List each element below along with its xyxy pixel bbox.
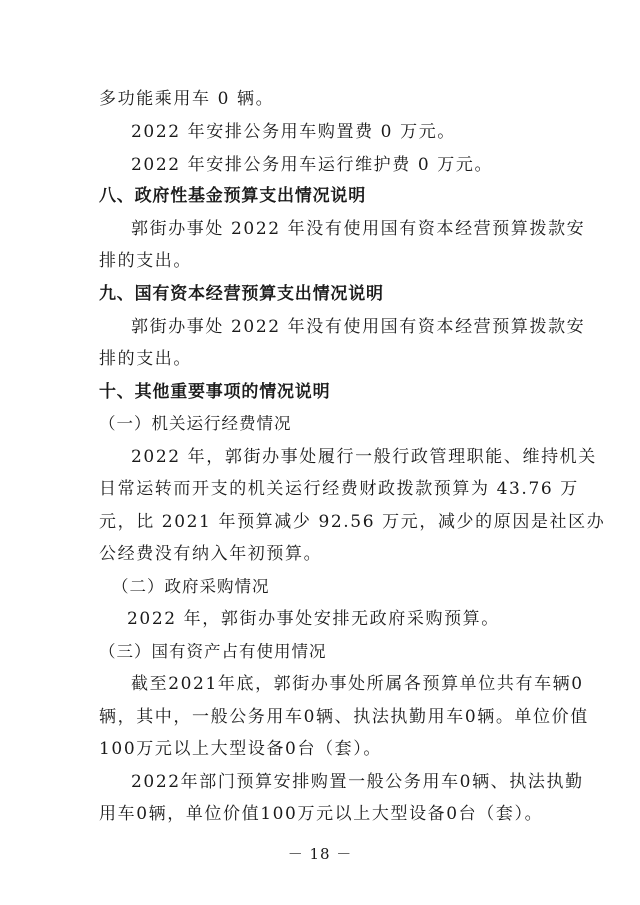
section-nine-heading: 九、国有资本经营预算支出情况说明: [99, 284, 384, 304]
operating-cost-paragraph-line: 日常运转而开支的机关运行经费财政拨款预算为 43.76 万: [99, 479, 579, 499]
vehicle-maintenance-line: 2022 年安排公务用车运行维护费 0 万元。: [131, 155, 494, 175]
procurement-paragraph-line: 2022 年，郭街办事处安排无政府采购预算。: [127, 609, 500, 629]
section-eight-heading: 八、政府性基金预算支出情况说明: [99, 186, 366, 206]
page-number: － 18 －: [287, 845, 353, 863]
subsection-three-heading: （三）国有资产占有使用情况: [99, 642, 327, 661]
assets-paragraph-line: 截至2021年底，郭街办事处所属各预算单位共有车辆0: [131, 674, 584, 694]
assets-paragraph-line: 100万元以上大型设备0台（套）。: [99, 739, 382, 759]
operating-cost-paragraph-line: 2022 年，郭街办事处履行一般行政管理职能、维持机关: [131, 447, 597, 467]
vehicle-purchase-line: 2022 年安排公务用车购置费 0 万元。: [131, 122, 456, 142]
section-nine-paragraph-line: 郭街办事处 2022 年没有使用国有资本经营预算拨款安: [131, 317, 586, 337]
section-eight-paragraph-line: 郭街办事处 2022 年没有使用国有资本经营预算拨款安: [131, 219, 586, 239]
section-nine-paragraph-line: 排的支出。: [99, 349, 192, 369]
operating-cost-paragraph-line: 公经费没有纳入年初预算。: [99, 544, 323, 564]
subsection-one-heading: （一）机关运行经费情况: [99, 414, 292, 433]
section-eight-paragraph-line: 排的支出。: [99, 251, 192, 271]
budget-purchase-paragraph-line: 用车0辆，单位价值100万元以上大型设备0台（套）。: [99, 804, 544, 824]
operating-cost-paragraph-line: 元，比 2021 年预算减少 92.56 万元，减少的原因是社区办: [99, 512, 606, 532]
assets-paragraph-line: 辆，其中，一般公务用车0辆、执法执勤用车0辆。单位价值: [99, 707, 589, 727]
vehicle-text-line: 多功能乘用车 0 辆。: [99, 89, 275, 109]
section-ten-heading: 十、其他重要事项的情况说明: [99, 382, 331, 402]
subsection-two-heading: （二）政府采购情况: [112, 577, 270, 596]
budget-purchase-paragraph-line: 2022年部门预算安排购置一般公务用车0辆、执法执勤: [131, 772, 584, 792]
